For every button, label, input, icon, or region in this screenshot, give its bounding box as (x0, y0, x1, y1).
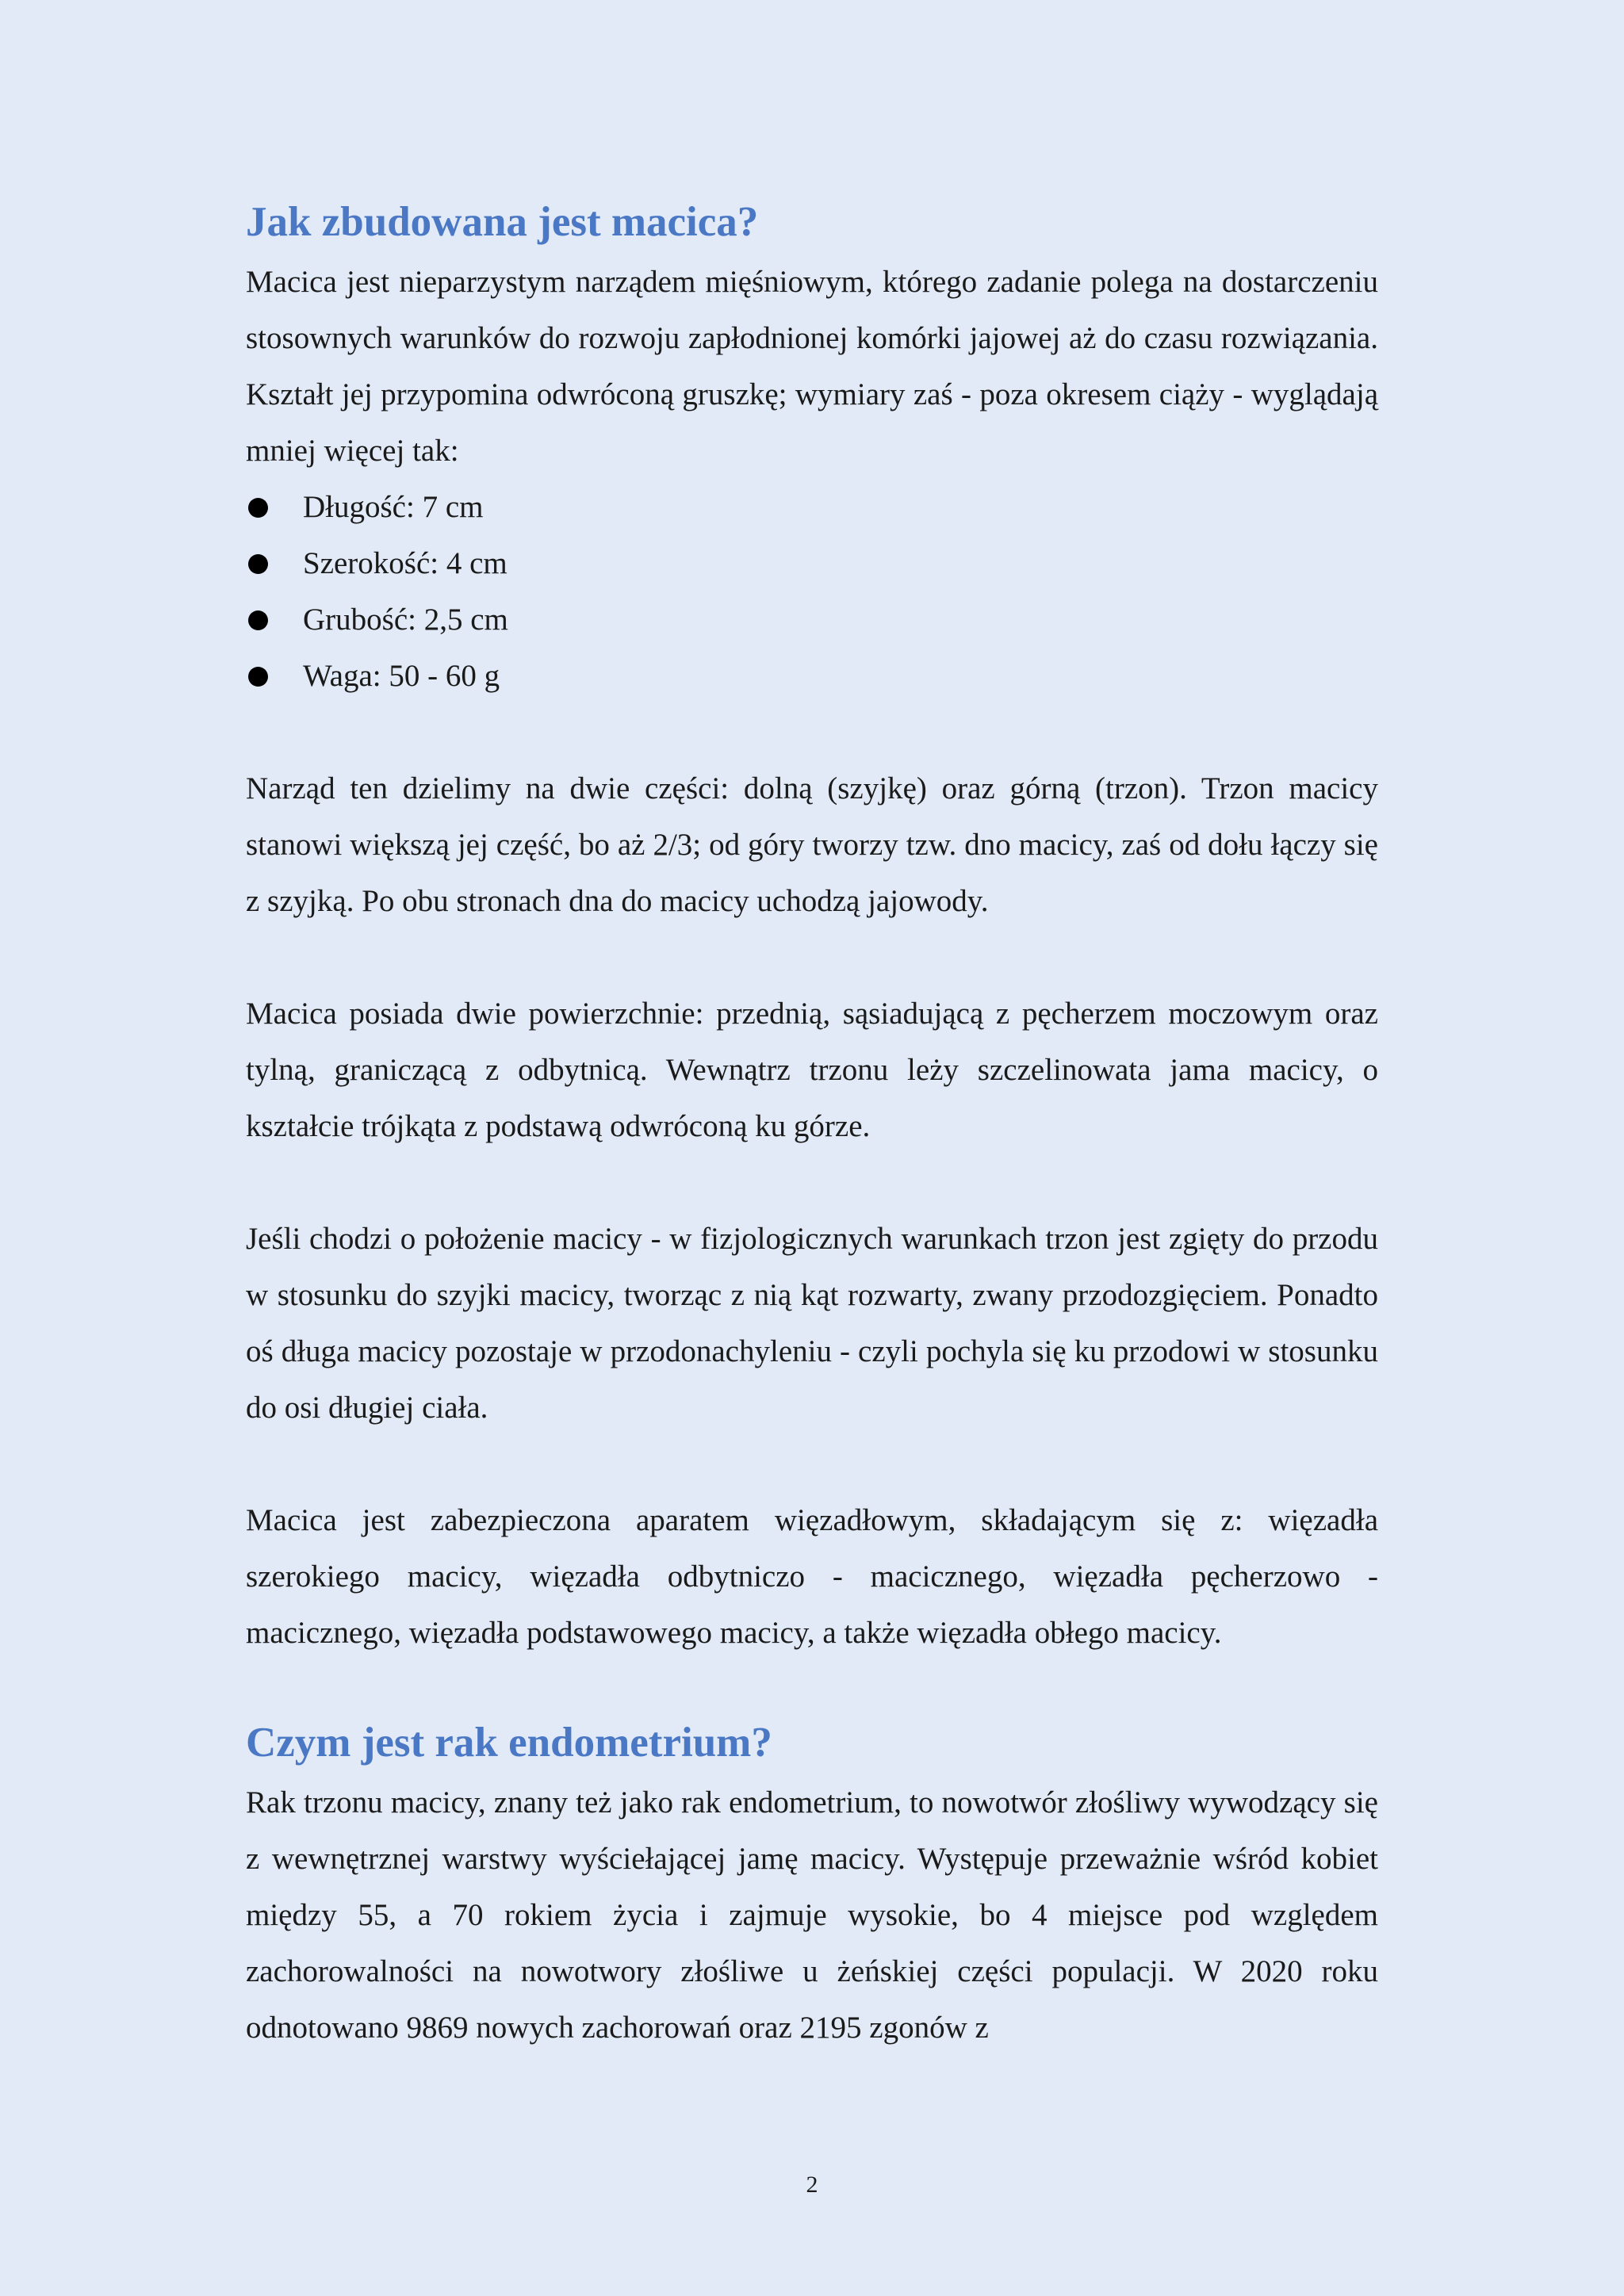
list-item-text: Waga: 50 - 60 g (303, 659, 500, 693)
dimensions-list (246, 479, 1378, 704)
page-content (246, 190, 1378, 2056)
paragraph-endometrial-cancer: Rak trzonu macicy, znany też jako rak endometrium, to nowotwór złośliwy wywodzący się z wewnętrznej warstwy wyściełającej jamę macicy. Występuje przeważnie wśród kobiet między 55, a 70 rokiem życia i zajmuje wysokie, bo 4 miejsce pod względem zachorowalności na nowotwory złośliwe u żeńskiej części populacji. W 2020 roku odnotowano 9869 nowych zachorowań oraz 2195 zgonów z (246, 1785, 1378, 2045)
list-item (246, 591, 1378, 648)
list-item-text: Grubość: 2,5 cm (303, 603, 508, 637)
bullet-icon (248, 610, 268, 630)
bullet-icon (248, 554, 268, 574)
paragraph-uterus-parts: Narząd ten dzielimy na dwie części: dolną (szyjkę) oraz górną (trzon). Trzon macicy stanowi większą jej część, bo aż 2/3; od góry tworzy tzw. dno macicy, zaś od dołu łączy się z szyjką. Po obu stronach dna do macicy uchodzą jajowody. (246, 771, 1378, 918)
list-item (246, 535, 1378, 591)
page-number: 2 (806, 2172, 818, 2198)
list-item (246, 648, 1378, 704)
paragraph-uterus-surfaces: Macica posiada dwie powierzchnie: przednią, sąsiadującą z pęcherzem moczowym oraz tylną, graniczącą z odbytnicą. Wewnątrz trzonu leży szczelinowata jama macicy, o kształcie trójkąta z podstawą odwróconą ku górze. (246, 997, 1378, 1143)
bullet-icon (248, 667, 268, 687)
section-heading-uterus-structure: Jak zbudowana jest macica? (246, 199, 759, 245)
paragraph-uterus-position: Jeśli chodzi o położenie macicy - w fizjologicznych warunkach trzon jest zgięty do przodu w stosunku do szyjki macicy, tworząc z nią kąt rozwarty, zwany przodozgięciem. Ponadto oś długa macicy pozostaje w przodonachyleniu - czyli pochyla się ku przodowi w stosunku do osi długiej ciała. (246, 1222, 1378, 1425)
list-item-text: Długość: 7 cm (303, 490, 484, 524)
list-item (246, 479, 1378, 535)
list-item-text: Szerokość: 4 cm (303, 546, 508, 580)
bullet-icon (248, 498, 268, 518)
intro-paragraph: Macica jest nieparzystym narządem mięśniowym, którego zadanie polega na dostarczeniu stosownych warunków do rozwoju zapłodnionej komórki jajowej aż do czasu rozwiązania. Kształt jej przypomina odwróconą gruszkę; wymiary zaś - poza okresem ciąży - wyglądają mniej więcej tak: (246, 265, 1378, 468)
section-heading-endometrial-cancer: Czym jest rak endometrium? (246, 1720, 772, 1766)
paragraph-uterus-ligaments: Macica jest zabezpieczona aparatem więzadłowym, składającym się z: więzadła szerokiego macicy, więzadła odbytniczo - macicznego, więzadła pęcherzowo - macicznego, więzadła podstawowego macicy, a także więzadła obłego macicy. (246, 1503, 1378, 1650)
